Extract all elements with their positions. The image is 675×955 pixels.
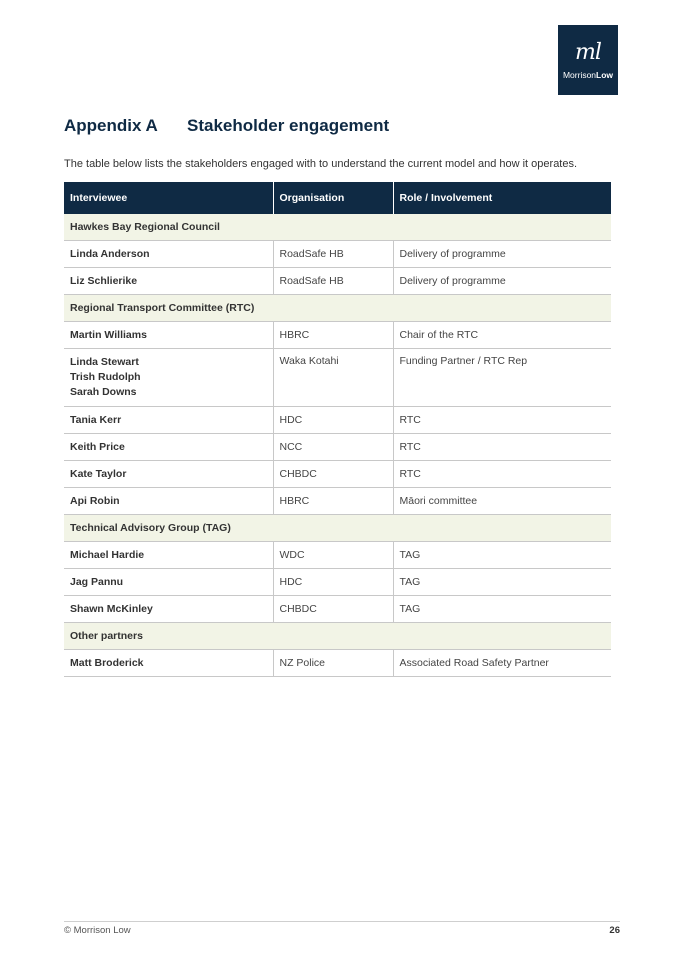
footer-copyright: © Morrison Low: [64, 925, 131, 936]
appendix-number: Appendix A: [64, 116, 158, 135]
interviewee-cell: Tania Kerr: [64, 407, 273, 434]
column-header-organisation: Organisation: [273, 182, 393, 214]
group-row: [64, 515, 611, 542]
table-row: [64, 461, 611, 488]
column-header-interviewee: Interviewee: [64, 182, 273, 214]
role-cell: Funding Partner / RTC Rep: [393, 349, 611, 407]
logo-text-bold: Low: [596, 70, 614, 80]
organisation-cell: RoadSafe HB: [273, 241, 393, 268]
column-header-role: Role / Involvement: [393, 182, 611, 214]
logo-wordmark: [558, 70, 618, 80]
organisation-cell: NZ Police: [273, 650, 393, 677]
table-row: [64, 241, 611, 268]
intro-paragraph: The table below lists the stakeholders engaged with to understand the current model and how it operates.: [64, 158, 578, 170]
table-row: [64, 407, 611, 434]
group-row: [64, 214, 611, 241]
group-title: Regional Transport Committee (RTC): [64, 295, 611, 322]
interviewee-cell: Api Robin: [64, 488, 273, 515]
organisation-cell: HDC: [273, 407, 393, 434]
table-row: [64, 434, 611, 461]
table-header-row: [64, 182, 611, 214]
organisation-cell: CHBDC: [273, 461, 393, 488]
interviewee-cell: Liz Schlierike: [64, 268, 273, 295]
group-title: Technical Advisory Group (TAG): [64, 515, 611, 542]
organisation-cell: HBRC: [273, 488, 393, 515]
table-row: [64, 542, 611, 569]
interviewee-cell: Martin Williams: [64, 322, 273, 349]
interviewee-cell: Keith Price: [64, 434, 273, 461]
group-title: Hawkes Bay Regional Council: [64, 214, 611, 241]
interviewee-cell: Jag Pannu: [64, 569, 273, 596]
page-number: 26: [609, 925, 620, 936]
role-cell: Associated Road Safety Partner: [393, 650, 611, 677]
morrison-low-logo: [558, 25, 618, 95]
logo-text-light: Morrison: [562, 70, 597, 80]
role-cell: Chair of the RTC: [393, 322, 611, 349]
organisation-cell: HDC: [273, 569, 393, 596]
stakeholder-table: [64, 182, 611, 677]
role-cell: Māori committee: [393, 488, 611, 515]
role-cell: RTC: [393, 407, 611, 434]
interviewee-cell: Linda Anderson: [64, 241, 273, 268]
organisation-cell: HBRC: [273, 322, 393, 349]
organisation-cell: NCC: [273, 434, 393, 461]
page-heading: [64, 115, 389, 137]
interviewee-cell: Matt Broderick: [64, 650, 273, 677]
organisation-cell: RoadSafe HB: [273, 268, 393, 295]
interviewee-name: Trish Rudolph: [70, 371, 141, 383]
role-cell: TAG: [393, 542, 611, 569]
organisation-cell: WDC: [273, 542, 393, 569]
role-cell: Delivery of programme: [393, 268, 611, 295]
group-row: [64, 623, 611, 650]
interviewee-cell: [64, 349, 273, 407]
table-row: [64, 322, 611, 349]
role-cell: TAG: [393, 596, 611, 623]
group-row: [64, 295, 611, 322]
footer-divider: [64, 921, 620, 922]
appendix-title: Stakeholder engagement: [187, 116, 390, 135]
table-row: [64, 596, 611, 623]
interviewee-cell: Shawn McKinley: [64, 596, 273, 623]
interviewee-name: Sarah Downs: [70, 386, 137, 398]
logo-mark: ml: [575, 40, 601, 65]
table-row: [64, 349, 611, 407]
group-title: Other partners: [64, 623, 611, 650]
interviewee-cell: Michael Hardie: [64, 542, 273, 569]
organisation-cell: Waka Kotahi: [273, 349, 393, 407]
organisation-cell: CHBDC: [273, 596, 393, 623]
table-row: [64, 268, 611, 295]
table-row: [64, 488, 611, 515]
table-row: [64, 650, 611, 677]
role-cell: RTC: [393, 434, 611, 461]
role-cell: Delivery of programme: [393, 241, 611, 268]
interviewee-name: Linda Stewart: [70, 356, 139, 368]
table-row: [64, 569, 611, 596]
interviewee-cell: Kate Taylor: [64, 461, 273, 488]
role-cell: RTC: [393, 461, 611, 488]
role-cell: TAG: [393, 569, 611, 596]
